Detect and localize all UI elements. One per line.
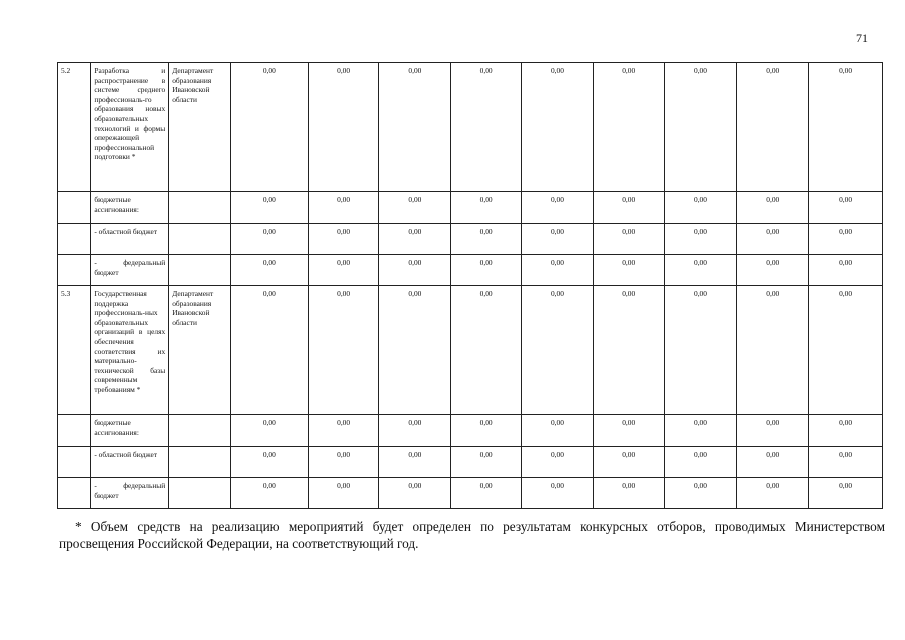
value-cell: 0,00 xyxy=(809,192,883,224)
row-number xyxy=(58,478,91,509)
row-executor xyxy=(169,415,231,447)
value-cell: 0,00 xyxy=(737,286,809,415)
value-cell: 0,00 xyxy=(308,192,379,224)
row-number: 5.2 xyxy=(58,63,91,192)
row-executor xyxy=(169,255,231,286)
row-number xyxy=(58,192,91,224)
row-name: - федеральный бюджет xyxy=(91,478,169,509)
value-cell: 0,00 xyxy=(737,192,809,224)
row-executor xyxy=(169,447,231,478)
footnote: * Объем средств на реализацию мероприятий будет определен по результатам конкурсных отборов, проводимых Министерством просвещения Российской Федерации, на соответствующий год. xyxy=(59,519,885,551)
value-cell: 0,00 xyxy=(522,415,594,447)
row-name: бюджетные ассигнования: xyxy=(91,192,169,224)
value-cell: 0,00 xyxy=(664,63,737,192)
value-cell: 0,00 xyxy=(308,224,379,255)
value-cell: 0,00 xyxy=(522,286,594,415)
value-cell: 0,00 xyxy=(593,447,664,478)
value-cell: 0,00 xyxy=(308,447,379,478)
value-cell: 0,00 xyxy=(379,224,451,255)
table-row xyxy=(58,447,883,478)
row-executor: Департамент образования Ивановской области xyxy=(169,286,231,415)
row-number xyxy=(58,255,91,286)
table-row xyxy=(58,415,883,447)
value-cell: 0,00 xyxy=(230,415,308,447)
row-executor: Департамент образования Ивановской области xyxy=(169,63,231,192)
value-cell: 0,00 xyxy=(379,478,451,509)
page-number: 71 xyxy=(856,31,868,45)
value-cell: 0,00 xyxy=(451,255,522,286)
value-cell: 0,00 xyxy=(737,415,809,447)
table-row xyxy=(58,286,883,415)
value-cell: 0,00 xyxy=(230,63,308,192)
value-cell: 0,00 xyxy=(664,478,737,509)
value-cell: 0,00 xyxy=(737,447,809,478)
value-cell: 0,00 xyxy=(522,63,594,192)
value-cell: 0,00 xyxy=(593,224,664,255)
value-cell: 0,00 xyxy=(379,286,451,415)
value-cell: 0,00 xyxy=(230,447,308,478)
value-cell: 0,00 xyxy=(809,447,883,478)
value-cell: 0,00 xyxy=(664,286,737,415)
value-cell: 0,00 xyxy=(809,286,883,415)
value-cell: 0,00 xyxy=(451,478,522,509)
value-cell: 0,00 xyxy=(230,192,308,224)
budget-table xyxy=(57,62,883,509)
value-cell: 0,00 xyxy=(230,224,308,255)
value-cell: 0,00 xyxy=(809,255,883,286)
value-cell: 0,00 xyxy=(737,224,809,255)
value-cell: 0,00 xyxy=(664,224,737,255)
value-cell: 0,00 xyxy=(522,447,594,478)
value-cell: 0,00 xyxy=(522,478,594,509)
value-cell: 0,00 xyxy=(379,447,451,478)
row-number xyxy=(58,224,91,255)
value-cell: 0,00 xyxy=(664,415,737,447)
value-cell: 0,00 xyxy=(451,192,522,224)
value-cell: 0,00 xyxy=(664,255,737,286)
value-cell: 0,00 xyxy=(593,286,664,415)
value-cell: 0,00 xyxy=(451,224,522,255)
value-cell: 0,00 xyxy=(522,192,594,224)
value-cell: 0,00 xyxy=(522,255,594,286)
row-name: - областной бюджет xyxy=(91,447,169,478)
value-cell: 0,00 xyxy=(809,224,883,255)
table-row xyxy=(58,192,883,224)
table-row xyxy=(58,255,883,286)
value-cell: 0,00 xyxy=(809,478,883,509)
value-cell: 0,00 xyxy=(522,224,594,255)
value-cell: 0,00 xyxy=(308,255,379,286)
value-cell: 0,00 xyxy=(593,192,664,224)
value-cell: 0,00 xyxy=(308,286,379,415)
row-name: - областной бюджет xyxy=(91,224,169,255)
table-row xyxy=(58,478,883,509)
row-executor xyxy=(169,224,231,255)
row-number: 5.3 xyxy=(58,286,91,415)
value-cell: 0,00 xyxy=(379,192,451,224)
value-cell: 0,00 xyxy=(737,63,809,192)
value-cell: 0,00 xyxy=(664,447,737,478)
value-cell: 0,00 xyxy=(664,192,737,224)
row-name: Государственная поддержка профессиональ-ных образовательных организаций в целях обеспечения соответствия их материально-технической базы современным требованиям * xyxy=(91,286,169,415)
value-cell: 0,00 xyxy=(737,478,809,509)
row-number xyxy=(58,447,91,478)
row-name: - федеральный бюджет xyxy=(91,255,169,286)
value-cell: 0,00 xyxy=(308,63,379,192)
table-row xyxy=(58,63,883,192)
row-number xyxy=(58,415,91,447)
value-cell: 0,00 xyxy=(230,478,308,509)
value-cell: 0,00 xyxy=(230,286,308,415)
value-cell: 0,00 xyxy=(308,478,379,509)
value-cell: 0,00 xyxy=(379,255,451,286)
value-cell: 0,00 xyxy=(593,415,664,447)
value-cell: 0,00 xyxy=(593,63,664,192)
value-cell: 0,00 xyxy=(451,447,522,478)
row-name: бюджетные ассигнования: xyxy=(91,415,169,447)
value-cell: 0,00 xyxy=(593,255,664,286)
table-row xyxy=(58,224,883,255)
value-cell: 0,00 xyxy=(593,478,664,509)
value-cell: 0,00 xyxy=(809,63,883,192)
value-cell: 0,00 xyxy=(230,255,308,286)
row-name: Разработка и распространение в системе среднего профессиональ-го образования новых образовательных технологий и формы опережающей профессиональной подготовки * xyxy=(91,63,169,192)
row-executor xyxy=(169,478,231,509)
value-cell: 0,00 xyxy=(737,255,809,286)
value-cell: 0,00 xyxy=(451,415,522,447)
value-cell: 0,00 xyxy=(809,415,883,447)
value-cell: 0,00 xyxy=(379,415,451,447)
value-cell: 0,00 xyxy=(308,415,379,447)
value-cell: 0,00 xyxy=(451,63,522,192)
row-executor xyxy=(169,192,231,224)
value-cell: 0,00 xyxy=(379,63,451,192)
value-cell: 0,00 xyxy=(451,286,522,415)
